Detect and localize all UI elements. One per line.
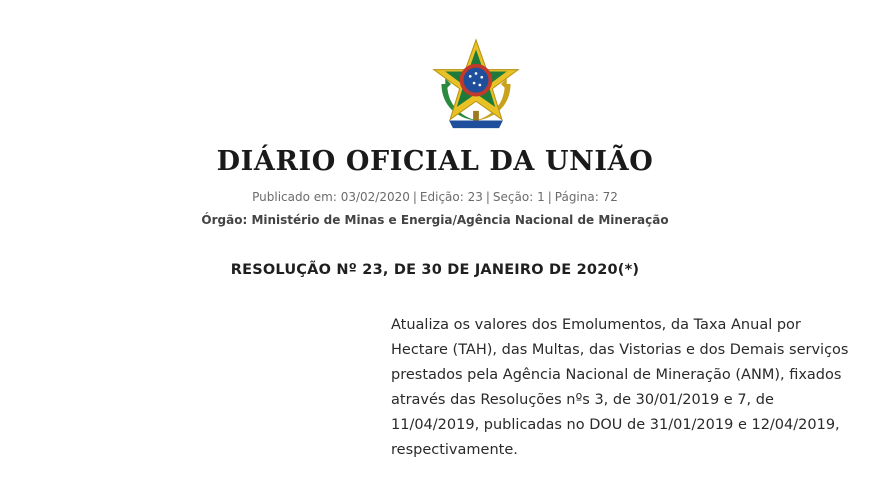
separator: | (485, 190, 490, 204)
summary-line: prestados pela Agência Nacional de Mineração (ANM), fixados (391, 367, 842, 383)
summary-line: 11/04/2019, publicadas no DOU de 31/01/2019 e 12/04/2019, (391, 417, 840, 433)
page-number: Página: 72 (554, 190, 618, 204)
summary-line: através das Resoluções nºs 3, de 30/01/2019 e 7, de (391, 392, 774, 408)
act-title: RESOLUÇÃO Nº 23, DE 30 DE JANEIRO DE 2020(*) (230, 262, 640, 278)
summary-line: Hectare (TAH), das Multas, das Vistorias e dos Demais serviços (391, 342, 849, 358)
edition-number: Edição: 23 (419, 190, 483, 204)
published-date: Publicado em: 03/02/2020 (252, 190, 410, 204)
separator: | (547, 190, 552, 204)
separator: | (412, 190, 417, 204)
summary-line: respectivamente. (391, 442, 518, 458)
issuing-agency: Órgão: Ministério de Minas e Energia/Agência Nacional de Mineração (201, 213, 669, 227)
section-number: Seção: 1 (492, 190, 545, 204)
page-title: DIÁRIO OFICIAL DA UNIÃO (216, 146, 654, 177)
brazil-coat-of-arms-icon (428, 36, 524, 132)
summary-line: Atualiza os valores dos Emolumentos, da Taxa Anual por (391, 317, 801, 333)
publication-metadata (0, 190, 870, 204)
act-summary (391, 313, 870, 463)
